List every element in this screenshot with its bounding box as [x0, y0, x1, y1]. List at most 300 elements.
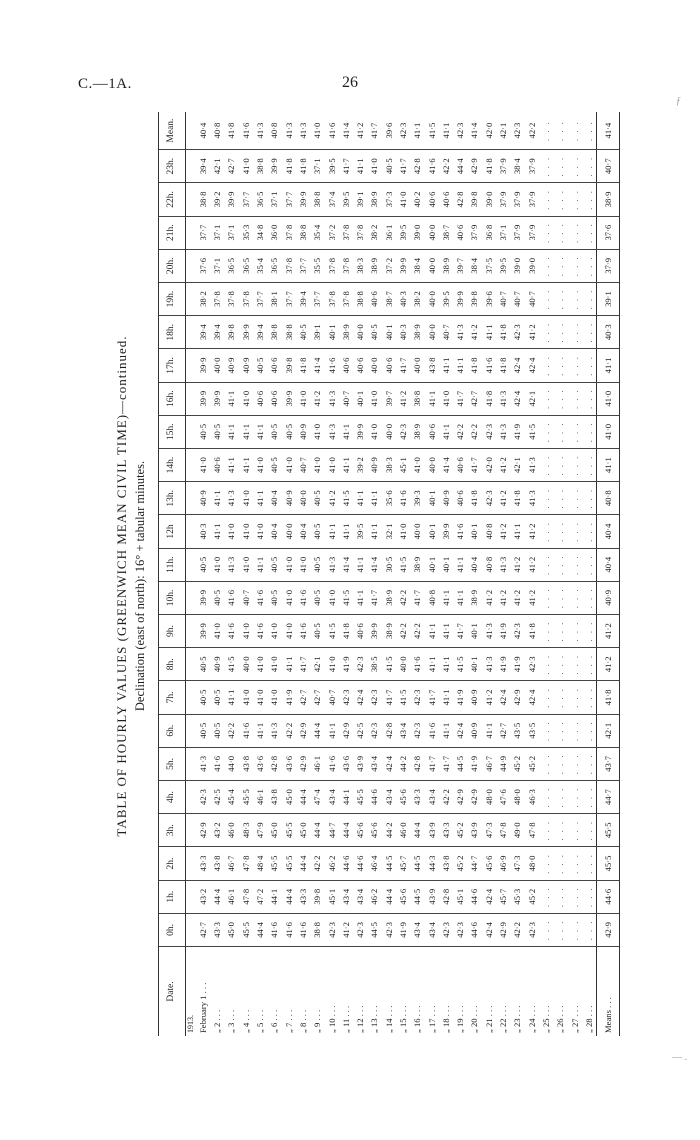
value-cell: 43·4 [368, 747, 382, 780]
mean-value-cell: 41·1 [597, 448, 620, 481]
value-cell: 40·6 [439, 183, 453, 216]
value-cell: 44·4 [282, 880, 296, 913]
value-cell: 36·8 [482, 216, 496, 249]
value-cell: 41·0 [267, 614, 281, 647]
value-cell: 39·9 [439, 515, 453, 548]
value-cell: 42·1 [496, 112, 510, 150]
value-cell: 37·1 [210, 216, 224, 249]
value-cell: 41·6 [282, 913, 296, 946]
empty-cell: . . . [582, 747, 597, 780]
value-cell: 41·3 [525, 482, 539, 515]
column-header: 16h. [159, 382, 186, 415]
table-row [296, 112, 310, 1036]
value-cell: 38·9 [368, 249, 382, 282]
value-cell: 40·9 [282, 482, 296, 515]
value-cell: 41·1 [453, 548, 467, 581]
value-cell: 41·1 [210, 482, 224, 515]
value-cell: 40·5 [253, 349, 267, 382]
date-cell: „ 20 . . . [469, 1005, 480, 1033]
value-cell: 41·6 [325, 349, 339, 382]
date-cell: „ 6 . . . [269, 1009, 280, 1033]
empty-cell: . . . [582, 614, 597, 647]
value-cell: 42·2 [282, 714, 296, 747]
value-cell: 41·0 [368, 150, 382, 183]
value-cell: 44·4 [382, 880, 396, 913]
table-subtitle: Declination (east of north): 16° + tabular minutes. [133, 460, 147, 712]
value-cell: 41·3 [482, 648, 496, 681]
value-cell: 39·9 [239, 316, 253, 349]
table-title: TABLE OF HOURLY VALUES (GREENWICH MEAN CIVIL TIME)—continued. [114, 335, 129, 837]
value-cell: 47·6 [496, 780, 510, 813]
empty-cell [186, 780, 197, 813]
value-cell: 38·1 [267, 282, 281, 315]
value-cell: 44·5 [453, 747, 467, 780]
value-cell: 41·1 [482, 316, 496, 349]
value-cell: 41·1 [225, 448, 239, 481]
value-cell: 39·8 [468, 282, 482, 315]
column-header: Mean. [159, 112, 186, 150]
value-cell: 41·1 [425, 648, 439, 681]
value-cell: 41·0 [282, 581, 296, 614]
value-cell: 39·9 [453, 282, 467, 315]
value-cell: 41·6 [325, 747, 339, 780]
empty-cell [186, 112, 197, 150]
value-cell: 42·1 [210, 150, 224, 183]
value-cell: 41·2 [339, 913, 353, 946]
table-row [553, 112, 567, 1036]
value-cell: 40·7 [296, 448, 310, 481]
empty-cell [186, 714, 197, 747]
date-cell: „ 22 . . . [498, 1005, 509, 1033]
value-cell: 40·2 [410, 183, 424, 216]
empty-cell: . . . [539, 282, 553, 315]
mean-value-cell: 40·3 [597, 316, 620, 349]
value-cell: 43·4 [425, 780, 439, 813]
column-header: 4h. [159, 780, 186, 813]
value-cell: 40·0 [396, 648, 410, 681]
value-cell: 41·0 [196, 448, 210, 481]
value-cell: 37·8 [282, 216, 296, 249]
mean-value-cell: 41·8 [597, 681, 620, 714]
value-cell: 41·0 [239, 614, 253, 647]
value-cell: 46·2 [325, 847, 339, 880]
value-cell: 46·0 [225, 814, 239, 847]
value-cell: 38·3 [353, 249, 367, 282]
value-cell: 45·5 [282, 847, 296, 880]
value-cell: 40·8 [425, 581, 439, 614]
value-cell: 43·8 [439, 847, 453, 880]
mean-value-cell: 41·0 [597, 382, 620, 415]
value-cell: 45·1 [396, 448, 410, 481]
value-cell: 41·1 [225, 681, 239, 714]
value-cell: 42·4 [382, 747, 396, 780]
value-cell: 42·8 [410, 747, 424, 780]
value-cell: 41·7 [468, 448, 482, 481]
value-cell: 41·2 [525, 316, 539, 349]
value-cell: 41·1 [439, 581, 453, 614]
value-cell: 43·6 [282, 747, 296, 780]
mean-value-cell: 43·7 [597, 747, 620, 780]
value-cell: 40·5 [310, 614, 324, 647]
value-cell: 41·2 [496, 482, 510, 515]
value-cell: 37·7 [282, 282, 296, 315]
date-cell: „ 19 . . . [455, 1005, 466, 1033]
empty-cell [186, 349, 197, 382]
value-cell: 42·9 [296, 714, 310, 747]
value-cell: 40·0 [425, 282, 439, 315]
value-cell: 42·3 [511, 614, 525, 647]
value-cell: 37·9 [496, 183, 510, 216]
value-cell: 43·5 [525, 714, 539, 747]
value-cell: 42·3 [453, 913, 467, 946]
empty-cell: . . . [553, 747, 567, 780]
empty-cell: . . . [568, 681, 582, 714]
value-cell: 40·3 [396, 282, 410, 315]
date-cell: „ 8 . . . [297, 1009, 308, 1033]
value-cell: 37·1 [210, 249, 224, 282]
value-cell: 41·1 [453, 349, 467, 382]
value-cell: 41·1 [439, 648, 453, 681]
value-cell: 45·6 [396, 880, 410, 913]
value-cell: 39·9 [225, 183, 239, 216]
empty-cell [186, 548, 197, 581]
empty-cell: . . . [539, 681, 553, 714]
value-cell: 44·0 [225, 747, 239, 780]
empty-cell: . . . [582, 415, 597, 448]
value-cell: 40·9 [296, 415, 310, 448]
value-cell: 45·3 [511, 880, 525, 913]
value-cell: 37·8 [325, 282, 339, 315]
value-cell: 41·6 [225, 581, 239, 614]
mean-value-cell: 44·7 [597, 780, 620, 813]
date-cell: „ 7 . . . [283, 1009, 294, 1033]
empty-cell: . . . [539, 648, 553, 681]
value-cell: 41·1 [339, 448, 353, 481]
value-cell: 40·9 [468, 681, 482, 714]
column-header: 9h. [159, 614, 186, 647]
value-cell: 38·8 [267, 316, 281, 349]
table-row [253, 112, 267, 1036]
date-cell: „ 24 . . . [526, 1005, 537, 1033]
value-cell: 41·6 [296, 581, 310, 614]
value-cell: 41·7 [453, 614, 467, 647]
value-cell: 42·7 [296, 681, 310, 714]
value-cell: 40·0 [368, 349, 382, 382]
table-body [186, 112, 620, 1036]
value-cell: 41·3 [196, 747, 210, 780]
value-cell: 42·4 [482, 880, 496, 913]
value-cell: 41·0 [325, 448, 339, 481]
value-cell: 40·4 [468, 548, 482, 581]
value-cell: 42·4 [511, 349, 525, 382]
value-cell: 38·8 [310, 183, 324, 216]
value-cell: 41·1 [353, 150, 367, 183]
value-cell: 45·2 [511, 747, 525, 780]
empty-cell: . . . [553, 282, 567, 315]
empty-cell: . . . [582, 913, 597, 946]
value-cell: 41·5 [225, 648, 239, 681]
value-cell: 42·7 [496, 714, 510, 747]
empty-cell [186, 913, 197, 946]
value-cell: 37·8 [210, 282, 224, 315]
empty-cell [186, 382, 197, 415]
value-cell: 41·1 [439, 681, 453, 714]
value-cell: 45·1 [453, 880, 467, 913]
value-cell: 41·4 [310, 349, 324, 382]
empty-cell [186, 316, 197, 349]
empty-cell: . . . [539, 112, 553, 150]
value-cell: 42·3 [353, 648, 367, 681]
value-cell: 40·1 [382, 316, 396, 349]
value-cell: 39·8 [310, 880, 324, 913]
empty-cell: . . . [582, 216, 597, 249]
page-number: 26 [342, 74, 358, 91]
date-cell: February 1 . . . [197, 982, 208, 1033]
value-cell: 38·9 [410, 548, 424, 581]
value-cell: 45·2 [453, 847, 467, 880]
value-cell: 42·9 [511, 681, 525, 714]
value-cell: 45·6 [482, 847, 496, 880]
value-cell: 41·1 [439, 714, 453, 747]
empty-cell: . . . [568, 747, 582, 780]
value-cell: 41·7 [296, 648, 310, 681]
value-cell: 38·8 [410, 382, 424, 415]
empty-cell: . . . [568, 216, 582, 249]
value-cell: 39·1 [310, 316, 324, 349]
value-cell: 41·1 [325, 714, 339, 747]
value-cell: 42·0 [482, 112, 496, 150]
value-cell: 37·7 [196, 216, 210, 249]
value-cell: 41·8 [496, 349, 510, 382]
value-cell: 41·9 [496, 648, 510, 681]
value-cell: 30·5 [382, 548, 396, 581]
value-cell: 39·9 [196, 382, 210, 415]
value-cell: 47·8 [525, 814, 539, 847]
table-row [396, 112, 410, 1036]
empty-cell: . . . [568, 913, 582, 946]
empty-cell: . . . [539, 415, 553, 448]
value-cell: 41·9 [511, 648, 525, 681]
value-cell: 40·5 [196, 714, 210, 747]
value-cell: 40·8 [482, 515, 496, 548]
value-cell: 39·4 [196, 316, 210, 349]
value-cell: 44·4 [410, 814, 424, 847]
value-cell: 42·3 [196, 780, 210, 813]
value-cell: 41·1 [425, 382, 439, 415]
value-cell: 44·5 [368, 913, 382, 946]
value-cell: 41·8 [468, 349, 482, 382]
value-cell: 37·7 [282, 183, 296, 216]
value-cell: 42·3 [482, 482, 496, 515]
value-cell: 40·0 [282, 515, 296, 548]
value-cell: 42·2 [410, 614, 424, 647]
value-cell: 41·9 [511, 415, 525, 448]
value-cell: 44·6 [339, 847, 353, 880]
value-cell: 40·0 [425, 216, 439, 249]
value-cell: 44·5 [410, 847, 424, 880]
value-cell: 40·7 [325, 681, 339, 714]
value-cell: 41·8 [511, 482, 525, 515]
value-cell: 39·4 [196, 150, 210, 183]
value-cell: 37·9 [468, 216, 482, 249]
empty-cell [186, 814, 197, 847]
value-cell: 42·9 [196, 814, 210, 847]
value-cell: 41·9 [468, 747, 482, 780]
value-cell: 36·5 [253, 183, 267, 216]
empty-cell: . . . [568, 482, 582, 515]
value-cell: 44·2 [382, 814, 396, 847]
value-cell: 42·1 [525, 382, 539, 415]
value-cell: 40·3 [196, 515, 210, 548]
empty-cell: . . . [582, 714, 597, 747]
mean-value-cell: 39·1 [597, 282, 620, 315]
mean-value-cell: 42·9 [597, 913, 620, 946]
value-cell: 40·7 [239, 581, 253, 614]
value-cell: 41·5 [453, 648, 467, 681]
value-cell: 40·9 [196, 482, 210, 515]
value-cell: 39·2 [210, 183, 224, 216]
value-cell: 43·8 [239, 747, 253, 780]
value-cell: 46·0 [396, 814, 410, 847]
value-cell: 42·3 [525, 648, 539, 681]
value-cell: 37·2 [325, 216, 339, 249]
value-cell: 41·0 [396, 183, 410, 216]
empty-cell: . . . [568, 249, 582, 282]
value-cell: 35·3 [239, 216, 253, 249]
value-cell: 41·0 [239, 548, 253, 581]
value-cell: 37·8 [339, 249, 353, 282]
value-cell: 42·3 [339, 681, 353, 714]
mean-value-cell: 41·0 [597, 415, 620, 448]
empty-cell: . . . [539, 482, 553, 515]
value-cell: 45·1 [325, 880, 339, 913]
date-cell: „ 18 . . . [440, 1005, 451, 1033]
table-row [225, 112, 239, 1036]
value-cell: 42·2 [396, 614, 410, 647]
value-cell: 41·3 [496, 415, 510, 448]
column-header: 1h. [159, 880, 186, 913]
value-cell: 41·6 [410, 648, 424, 681]
value-cell: 37·7 [310, 282, 324, 315]
value-cell: 44·4 [339, 814, 353, 847]
value-cell: 41·1 [353, 581, 367, 614]
table-row [196, 112, 210, 1036]
value-cell: 41·2 [396, 382, 410, 415]
value-cell: 45·0 [282, 780, 296, 813]
column-header: 10h. [159, 581, 186, 614]
value-cell: 42·2 [511, 913, 525, 946]
empty-cell: . . . [582, 515, 597, 548]
value-cell: 48·0 [525, 847, 539, 880]
empty-cell: . . . [539, 847, 553, 880]
empty-cell: . . . [582, 349, 597, 382]
value-cell: 44·7 [468, 847, 482, 880]
value-cell: 43·6 [253, 747, 267, 780]
value-cell: 41·9 [282, 681, 296, 714]
value-cell: 41·6 [225, 614, 239, 647]
empty-cell: . . . [568, 316, 582, 349]
empty-cell: . . . [582, 448, 597, 481]
column-header: 20h. [159, 249, 186, 282]
value-cell: 41·3 [325, 382, 339, 415]
value-cell: 44·4 [310, 814, 324, 847]
value-cell: 37·5 [482, 249, 496, 282]
empty-cell [186, 581, 197, 614]
value-cell: 40·9 [439, 482, 453, 515]
empty-cell: . . . [539, 581, 553, 614]
value-cell: 41·1 [439, 112, 453, 150]
value-cell: 37·3 [382, 183, 396, 216]
value-cell: 39·9 [210, 382, 224, 415]
table-row [511, 112, 525, 1036]
empty-cell: . . . [582, 150, 597, 183]
value-cell: 39·4 [253, 316, 267, 349]
value-cell: 39·6 [382, 112, 396, 150]
value-cell: 40·6 [368, 282, 382, 315]
value-cell: 45·0 [225, 913, 239, 946]
value-cell: 44·4 [296, 847, 310, 880]
value-cell: 46·7 [225, 847, 239, 880]
value-cell: 40·5 [282, 415, 296, 448]
value-cell: 45·6 [396, 780, 410, 813]
value-cell: 38·7 [439, 216, 453, 249]
value-cell: 42·4 [482, 913, 496, 946]
value-cell: 45·2 [525, 747, 539, 780]
value-cell: 41·4 [339, 112, 353, 150]
table-row [482, 112, 496, 1036]
value-cell: 41·0 [267, 648, 281, 681]
value-cell: 42·3 [353, 913, 367, 946]
value-cell: 39·9 [368, 614, 382, 647]
value-cell: 41·5 [396, 681, 410, 714]
value-cell: 40·5 [267, 415, 281, 448]
value-cell: 46·2 [368, 880, 382, 913]
value-cell: 43·4 [325, 780, 339, 813]
value-cell: 42·7 [310, 681, 324, 714]
value-cell: 41·6 [210, 747, 224, 780]
value-cell: 41·8 [282, 150, 296, 183]
value-cell: 40·6 [267, 349, 281, 382]
value-cell: 42·2 [453, 415, 467, 448]
empty-cell: . . . [553, 183, 567, 216]
empty-cell: . . . [553, 614, 567, 647]
value-cell: 39·4 [296, 282, 310, 315]
value-cell: 38·9 [339, 316, 353, 349]
value-cell: 44·6 [353, 847, 367, 880]
value-cell: 40·7 [496, 282, 510, 315]
mean-value-cell: 42·1 [597, 714, 620, 747]
value-cell: 42·9 [468, 780, 482, 813]
table-row [453, 112, 467, 1036]
empty-cell [186, 448, 197, 481]
empty-cell: . . . [553, 913, 567, 946]
value-cell: 41·0 [310, 112, 324, 150]
column-header: 22h. [159, 183, 186, 216]
value-cell: 39·5 [439, 282, 453, 315]
value-cell: 41·1 [353, 548, 367, 581]
value-cell: 40·1 [325, 316, 339, 349]
value-cell: 40·3 [396, 316, 410, 349]
empty-cell: . . . [568, 112, 582, 150]
value-cell: 41·1 [210, 515, 224, 548]
value-cell: 41·7 [368, 581, 382, 614]
value-cell: 40·1 [468, 648, 482, 681]
date-cell: „ 28 . . . [583, 1005, 594, 1033]
empty-cell [186, 150, 197, 183]
value-cell: 43·8 [210, 847, 224, 880]
value-cell: 42·8 [453, 183, 467, 216]
empty-cell [186, 614, 197, 647]
